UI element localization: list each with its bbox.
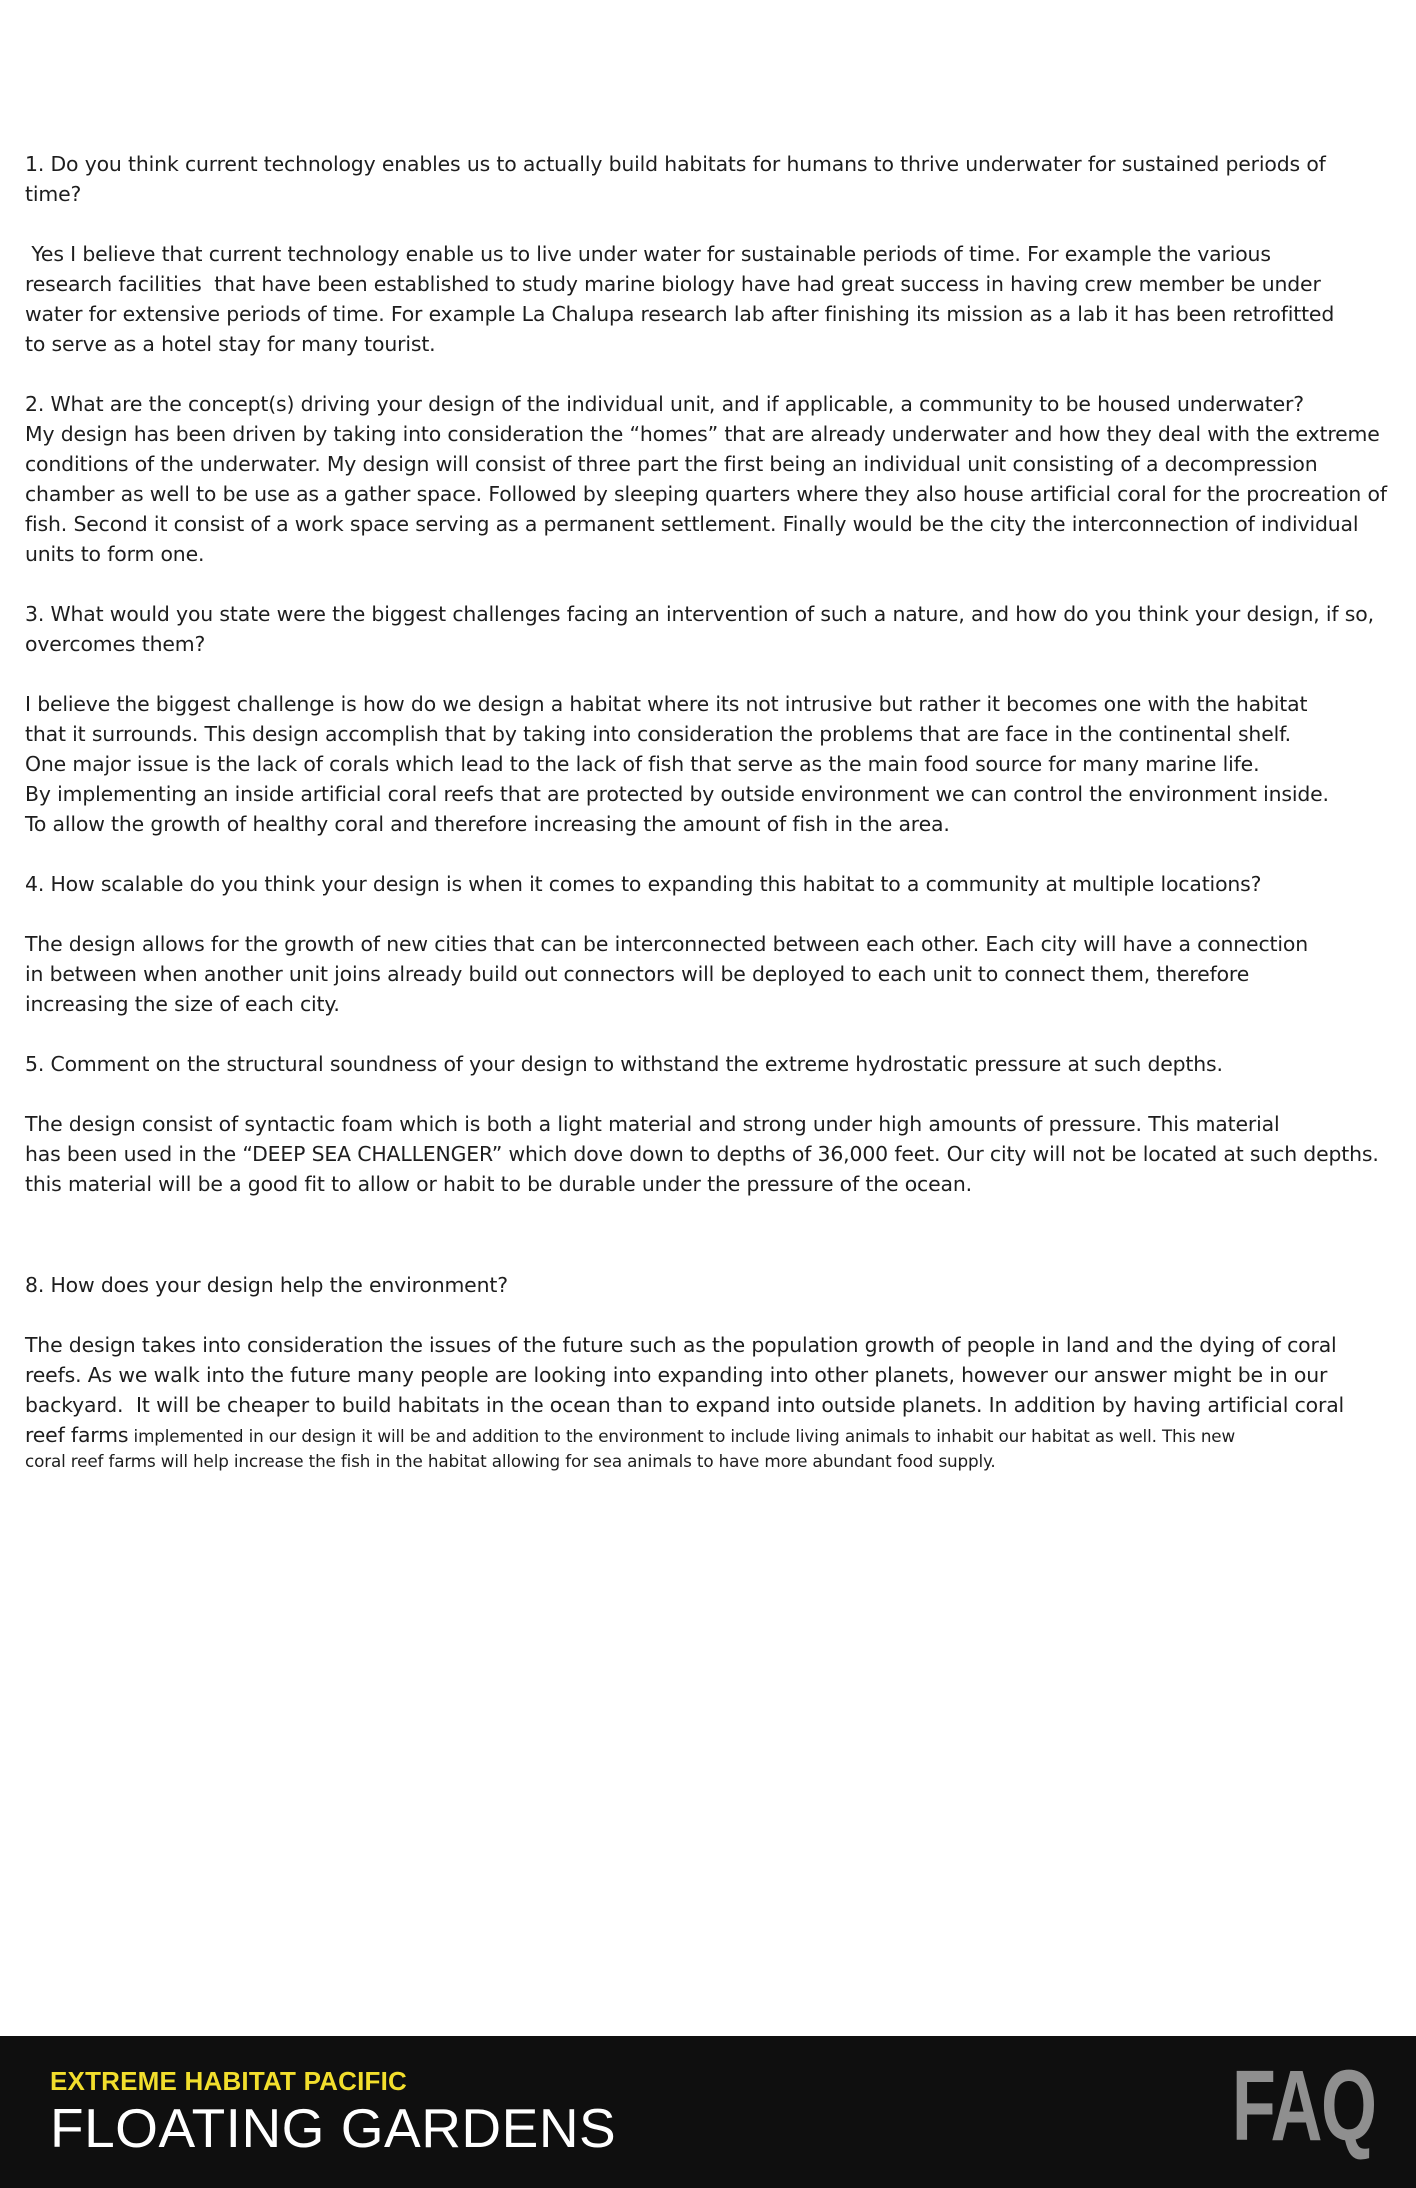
answer-line: The design takes into consideration the issues of the future such as the population growth of people in land and the dying of coral: [25, 1333, 1337, 1357]
question-line: 1. Do you think current technology enables us to actually build habitats for humans to thrive underwater for sustained periods of: [25, 152, 1326, 176]
answer-line: One major issue is the lack of corals which lead to the lack of fish that serve as the main food source for many marine life.: [25, 752, 1260, 776]
footer-banner: [0, 2036, 1416, 2188]
answer-line: backyard. It will be cheaper to build habitats in the ocean than to expand into outside planets. In addition by having artificial coral: [25, 1393, 1345, 1417]
answer-line: chamber as well to be use as a gather space. Followed by sleeping quarters where they also house artificial coral for the procreation of: [25, 482, 1387, 506]
answer-line: Yes I believe that current technology enable us to live under water for sustainable periods of time. For example the various: [25, 242, 1271, 266]
faq-question-2: [25, 389, 1400, 419]
question-line: 5. Comment on the structural soundness of your design to withstand the extreme hydrostatic pressure at such depths.: [25, 1052, 1223, 1076]
faq-answer-5: [25, 1109, 1400, 1199]
faq-content: [25, 149, 1400, 1472]
answer-line: to serve as a hotel stay for many tourist.: [25, 332, 436, 356]
faq-answer-4: [25, 929, 1400, 1019]
section-label: FAQ: [1232, 2050, 1376, 2162]
answer-line: fish. Second it consist of a work space serving as a permanent settlement. Finally would be the city the interconnection of individual: [25, 512, 1359, 536]
project-title: FLOATING GARDENS: [50, 2097, 617, 2159]
answer-line-mixed: [25, 1420, 1400, 1450]
answer-line: in between when another unit joins already build out connectors will be deployed to each unit to connect them, therefore: [25, 962, 1250, 986]
answer-line: reefs. As we walk into the future many people are looking into expanding into other planets, however our answer might be in our: [25, 1363, 1328, 1387]
faq-answer-2: [25, 419, 1400, 569]
answer-line: To allow the growth of healthy coral and therefore increasing the amount of fish in the area.: [25, 812, 950, 836]
answer-line: has been used in the “DEEP SEA CHALLENGER” which dove down to depths of 36,000 feet. Our city will not be located at such depths.: [25, 1142, 1379, 1166]
faq-question-1: [25, 149, 1400, 209]
answer-line: water for extensive periods of time. For example La Chalupa research lab after finishing its mission as a lab it has been retrofitted: [25, 302, 1335, 326]
answer-line: By implementing an inside artificial coral reefs that are protected by outside environment we can control the environment inside.: [25, 782, 1329, 806]
answer-line: units to form one.: [25, 542, 205, 566]
question-line: 2. What are the concept(s) driving your design of the individual unit, and if applicable, a community to be housed underwater?: [25, 392, 1304, 416]
answer-line-small: coral reef farms will help increase the fish in the habitat allowing for sea animals to have more abundant food supply.: [25, 1451, 996, 1471]
answer-line: The design allows for the growth of new cities that can be interconnected between each other. Each city will have a connection: [25, 932, 1308, 956]
question-line: 4. How scalable do you think your design is when it comes to expanding this habitat to a community at multiple locations?: [25, 872, 1262, 896]
answer-line: My design has been driven by taking into consideration the “homes” that are already underwater and how they deal with the extreme: [25, 422, 1380, 446]
answer-fragment-large: reef farms: [25, 1423, 129, 1447]
project-brand: EXTREME HABITAT PACIFIC: [50, 2066, 408, 2096]
faq-answer-1: [25, 239, 1400, 359]
answer-line: increasing the size of each city.: [25, 992, 340, 1016]
faq-question-4: [25, 869, 1400, 899]
faq-question-5: [25, 1049, 1400, 1079]
answer-line: The design consist of syntactic foam which is both a light material and strong under high amounts of pressure. This material: [25, 1112, 1280, 1136]
faq-question-3: [25, 599, 1400, 659]
answer-line: I believe the biggest challenge is how do we design a habitat where its not intrusive but rather it becomes one with the habitat: [25, 692, 1308, 716]
question-line: 3. What would you state were the biggest challenges facing an intervention of such a nature, and how do you think your design, if so,: [25, 602, 1374, 626]
faq-answer-3: [25, 689, 1400, 839]
answer-line: research facilities that have been established to study marine biology have had great success in having crew member be under: [25, 272, 1321, 296]
faq-question-8: [25, 1270, 1400, 1300]
question-line: 8. How does your design help the environment?: [25, 1273, 508, 1297]
answer-line: this material will be a good fit to allow or habit to be durable under the pressure of the ocean.: [25, 1172, 972, 1196]
question-line: time?: [25, 182, 82, 206]
question-line: overcomes them?: [25, 632, 206, 656]
answer-fragment-small: implemented in our design it will be and addition to the environment to include living animals to inhabit our habitat as well. This new: [128, 1426, 1236, 1446]
answer-line: that it surrounds. This design accomplish that by taking into consideration the problems that are face in the continental shelf.: [25, 722, 1291, 746]
answer-line: conditions of the underwater. My design will consist of three part the first being an individual unit consisting of a decompression: [25, 452, 1318, 476]
faq-answer-8: [25, 1330, 1400, 1472]
